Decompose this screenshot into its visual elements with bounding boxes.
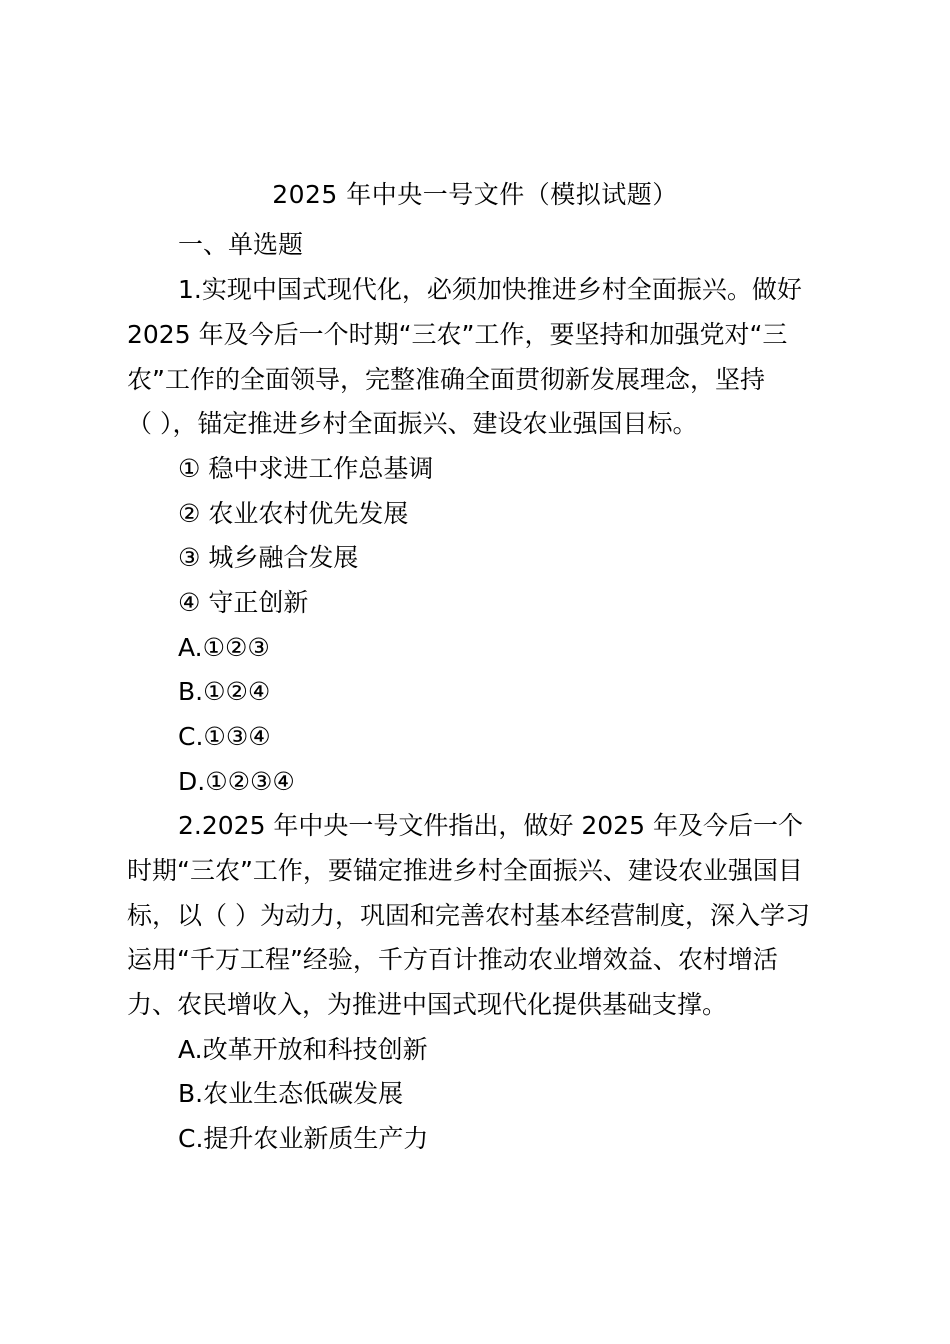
question-1-option-b: B.①②④ [178,677,271,706]
question-1-item: ④ 守正创新 [178,588,309,617]
question-2-line: 时期“三农”工作，要锚定推进乡村全面振兴、建设农业强国目 [127,856,803,885]
question-1-item: ② 农业农村优先发展 [178,499,409,528]
question-1-item: ③ 城乡融合发展 [178,543,359,572]
document-title: 2025 年中央一号文件（模拟试题） [272,180,678,209]
question-1-line: 1.实现中国式现代化，必须加快推进乡村全面振兴。做好 [178,275,802,304]
question-1-option-c: C.①③④ [178,722,271,751]
question-1-line: 2025 年及今后一个时期“三农”工作，要坚持和加强党对“三 [127,320,788,349]
question-2-line: 标，以（ ）为动力，巩固和完善农村基本经营制度，深入学习 [127,901,810,930]
question-1-option-a: A.①②③ [178,633,270,662]
question-2-option-b: B.农业生态低碳发展 [178,1079,404,1108]
question-2-line: 2.2025 年中央一号文件指出，做好 2025 年及今后一个 [178,811,803,840]
question-2-option-a: A.改革开放和科技创新 [178,1035,428,1064]
question-1-line: （ ），锚定推进乡村全面振兴、建设农业强国目标。 [127,409,698,438]
question-1-item: ① 稳中求进工作总基调 [178,454,434,483]
question-1-option-d: D.①②③④ [178,767,295,796]
question-2-line: 力、农民增收入，为推进中国式现代化提供基础支撑。 [127,990,728,1019]
section-heading: 一、单选题 [178,230,304,259]
question-2-option-c: C.提升农业新质生产力 [178,1124,429,1153]
question-2-line: 运用“千万工程”经验，千方百计推动农业增效益、农村增活 [127,945,778,974]
question-1-line: 农”工作的全面领导，完整准确全面贯彻新发展理念，坚持 [127,365,765,394]
